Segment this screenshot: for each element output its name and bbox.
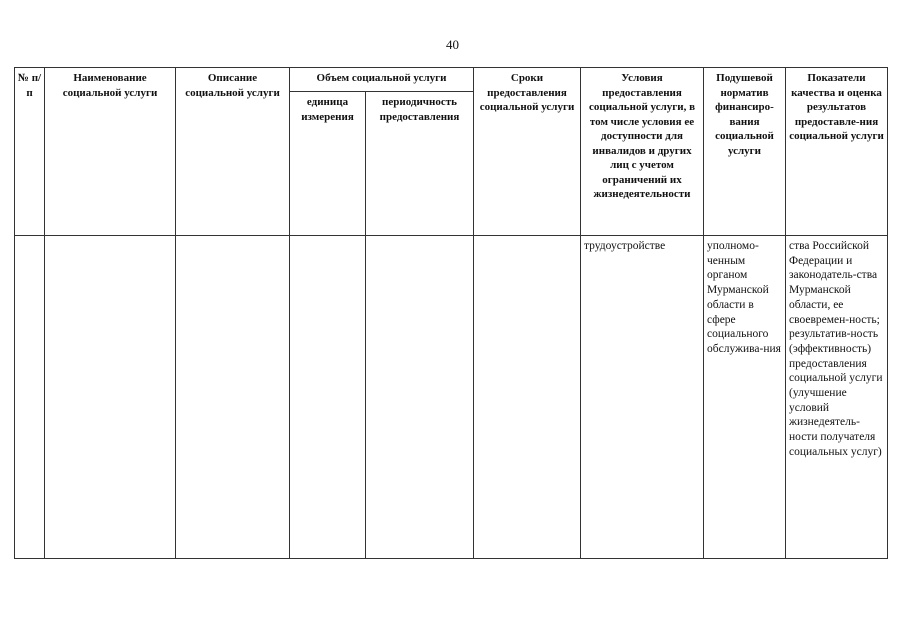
cell-description <box>176 236 290 559</box>
table-header-row <box>15 68 888 92</box>
header-terms: Сроки предоставления социальной услуги <box>474 68 581 236</box>
header-name: Наименование социальной услуги <box>45 68 176 236</box>
header-conditions: Условия предоставления социальной услуги, в том числе условия ее доступности для инвалидов и других лиц с учетом ограничений их жизнедеятельности <box>581 68 704 236</box>
page-number: 40 <box>446 37 459 52</box>
header-funding: Подушевой норматив финансиро-вания социальной услуги <box>704 68 786 236</box>
header-num: № п/п <box>15 68 45 236</box>
header-volume: Объем социальной услуги <box>290 68 474 92</box>
cell-conditions: трудоустройстве <box>581 236 704 559</box>
cell-volume-frequency <box>366 236 474 559</box>
table-row <box>15 236 888 559</box>
cell-name <box>45 236 176 559</box>
cell-volume-unit <box>290 236 366 559</box>
social-services-table <box>14 67 888 559</box>
header-volume-frequency: периодичность предоставления <box>366 92 474 236</box>
cell-terms <box>474 236 581 559</box>
cell-quality: ства Российской Федерации и законодатель-ства Мурманской области, ее своевремен-ность; результатив-ность (эффективность) предоставления социальной услуги (улучшение условий жизнедеятель-ности получателя социальных услуг) <box>786 236 888 559</box>
header-quality: Показатели качества и оценка результатов предоставле-ния социальной услуги <box>786 68 888 236</box>
header-description: Описание социальной услуги <box>176 68 290 236</box>
cell-num <box>15 236 45 559</box>
cell-funding: уполномо-ченным органом Мурманской области в сфере социального обслужива-ния <box>704 236 786 559</box>
header-volume-unit: единица измерения <box>290 92 366 236</box>
